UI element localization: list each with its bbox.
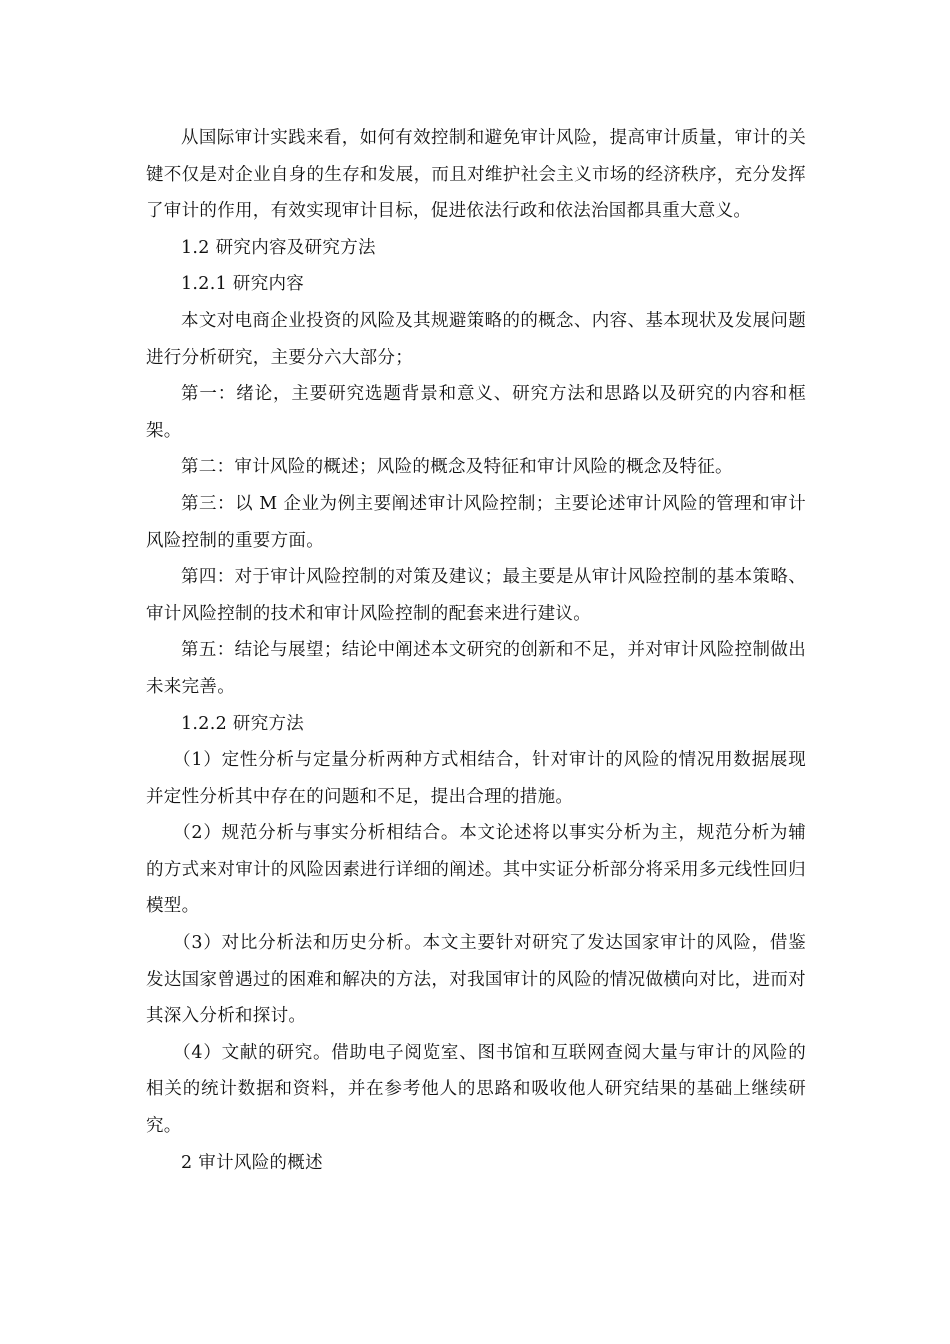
paragraph-part-5: 第五：结论与展望；结论中阐述本文研究的创新和不足，并对审计风险控制做出未来完善。 — [146, 640, 806, 697]
paragraph-intro: 从国际审计实践来看，如何有效控制和避免审计风险，提高审计质量，审计的关键不仅是对企业自身的生存和发展，而且对维护社会主义市场的经济秩序，充分发挥了审计的作用，有效实现审计目标，促进依法行政和依法治国都具重大意义。 — [146, 128, 806, 222]
section-heading-1-2-1: 1.2.1 研究内容 — [181, 274, 305, 295]
section-heading-1-2: 1.2 研究内容及研究方法 — [181, 237, 376, 258]
section-heading-2: 2 审计风险的概述 — [181, 1152, 323, 1173]
paragraph-part-4: 第四：对于审计风险控制的对策及建议；最主要是从审计风险控制的基本策略、审计风险控制的技术和审计风险控制的配套来进行建议。 — [146, 567, 806, 624]
section-heading-1-2-2: 1.2.2 研究方法 — [181, 713, 305, 734]
document-page — [146, 120, 806, 1181]
paragraph-part-1: 第一：绪论，主要研究选题背景和意义、研究方法和思路以及研究的内容和框架。 — [146, 384, 806, 441]
paragraph-part-2: 第二：审计风险的概述；风险的概念及特征和审计风险的概念及特征。 — [181, 457, 733, 478]
method-item-3: （3）对比分析法和历史分析。本文主要针对研究了发达国家审计的风险，借鉴发达国家曾遇过的困难和解决的方法，对我国审计的风险的情况做横向对比，进而对其深入分析和探讨。 — [146, 933, 806, 1027]
method-item-2: （2）规范分析与事实分析相结合。本文论述将以事实分析为主，规范分析为辅的方式来对审计的风险因素进行详细的阐述。其中实证分析部分将采用多元线性回归模型。 — [146, 823, 806, 917]
method-item-1: （1）定性分析与定量分析两种方式相结合，针对审计的风险的情况用数据展现并定性分析其中存在的问题和不足，提出合理的措施。 — [146, 750, 806, 807]
paragraph-part-3: 第三：以 M 企业为例主要阐述审计风险控制；主要论述审计风险的管理和审计风险控制的重要方面。 — [146, 493, 806, 551]
paragraph-content-overview: 本文对电商企业投资的风险及其规避策略的的概念、内容、基本现状及发展问题进行分析研究，主要分六大部分； — [146, 310, 806, 368]
method-item-4: （4）文献的研究。借助电子阅览室、图书馆和互联网查阅大量与审计的风险的相关的统计数据和资料，并在参考他人的思路和吸收他人研究结果的基础上继续研究。 — [146, 1042, 806, 1137]
